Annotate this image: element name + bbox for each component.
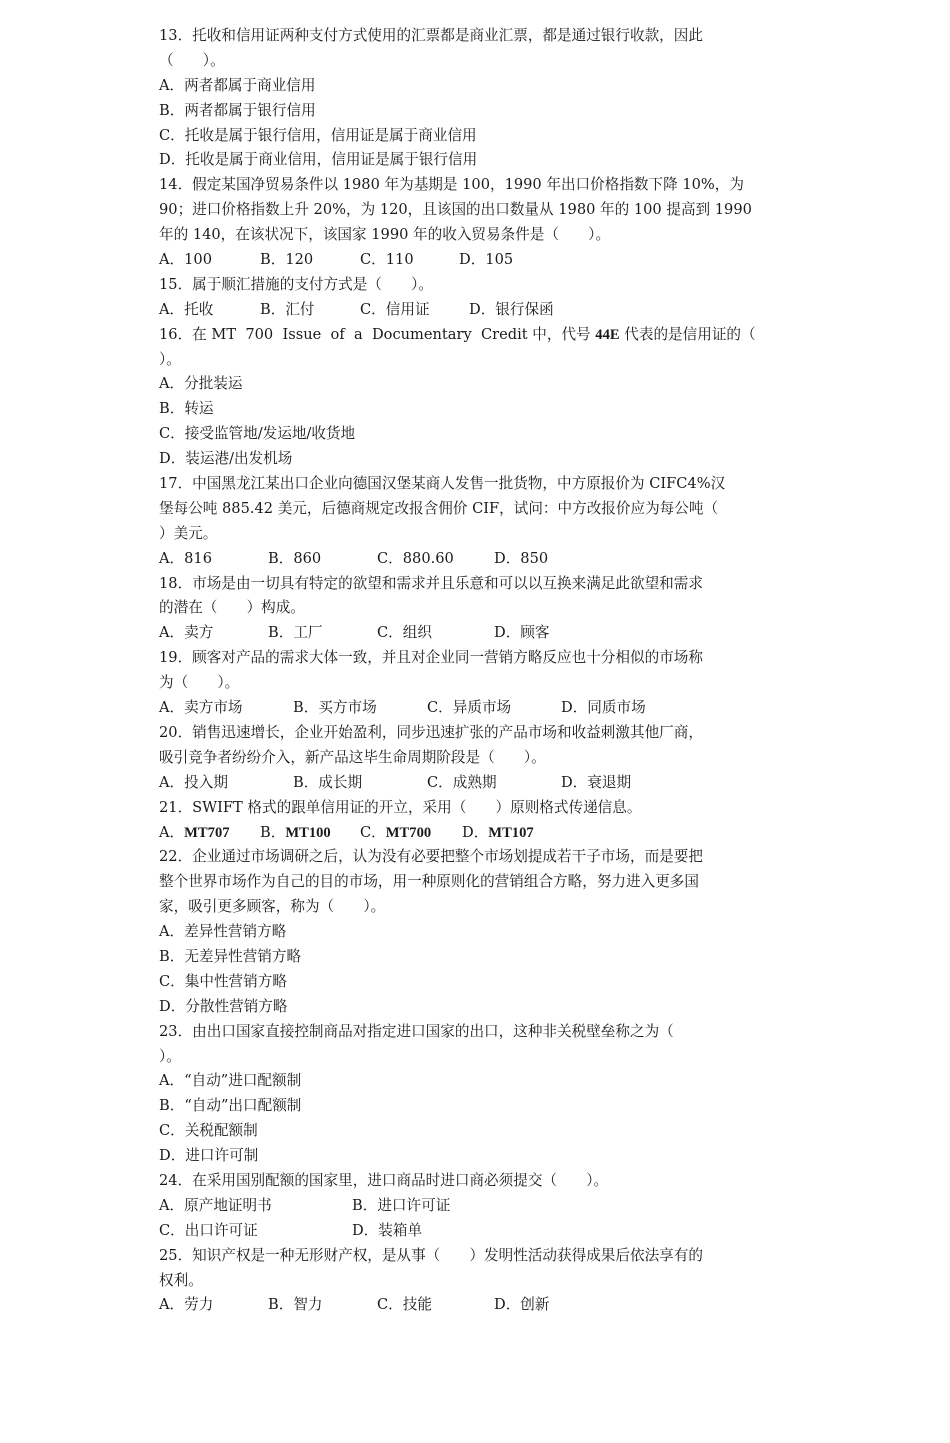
options-row [159,621,795,646]
question-13 [159,24,795,173]
option-d: D．进口许可制 [159,1147,259,1165]
question-text: 23．由出口国家直接控制商品对指定进口国家的出口，这种非关税壁垒称之为（ [159,1022,674,1040]
option-d: D．同质市场 [561,699,646,717]
option-b: B．120 [260,251,314,269]
question-text-part: 16．在 MT 700 Issue of a Documentary Credit 中，代号 [159,325,596,343]
question-text: 吸引竞争者纷纷介入，新产品这毕生命周期阶段是（ ）。 [159,748,546,766]
option-letter: D． [462,823,489,841]
option-b [260,821,331,846]
option-d: D．顾客 [494,624,550,642]
option-b: B．无差异性营销方略 [159,947,302,965]
option-code: MT100 [285,824,331,841]
option-a: A．投入期 [159,773,228,791]
option-a: A．分批装运 [159,375,243,393]
question-text: 17．中国黑龙江某出口企业向德国汉堡某商人发售一批货物，中方原报价为 CIFC4%汉 [159,475,726,493]
options-row [159,248,795,273]
option-d [462,821,534,846]
question-text: 为（ ）。 [159,674,240,692]
question-text: 25．知识产权是一种无形财产权，是从事（ ）发明性活动获得成果后依法享有的 [159,1246,703,1264]
option-c: C．组织 [377,624,432,642]
option-c: C．集中性营销方略 [159,972,287,990]
option-a: A．卖方市场 [159,699,243,717]
option-b: B．进口许可证 [352,1196,451,1214]
question-text: 21．SWIFT 格式的跟单信用证的开立，采用（ ）原则格式传递信息。 [159,798,642,816]
question-text: 18．市场是由一切具有特定的欲望和需求并且乐意和可以以互换来满足此欲望和需求 [159,574,703,592]
option-b: B．工厂 [268,624,323,642]
option-a: A．“自动”进口配额制 [159,1072,302,1090]
question-text: 整个世界市场作为自己的目的市场，用一种原则化的营销组合方略，努力进入更多国 [159,873,699,891]
option-d: D．装运港/出发机场 [159,450,293,468]
question-23 [159,1020,795,1169]
question-20 [159,721,795,796]
option-c: C．110 [360,251,414,269]
question-text: （ ）。 [159,51,225,69]
question-22 [159,845,795,1019]
option-c: C．托收是属于银行信用，信用证是属于商业信用 [159,126,477,144]
options-row [159,696,795,721]
option-a: A．816 [159,549,212,567]
option-a: A．卖方 [159,624,214,642]
options-row [159,298,795,323]
question-text: 堡每公吨 885.42 美元，后德商规定改报含佣价 CIF，试问：中方改报价应为每公吨（ [159,499,719,517]
question-19 [159,646,795,721]
option-a: A．两者都属于商业信用 [159,76,316,94]
option-c: C．异质市场 [427,699,512,717]
option-c: C．出口许可证 [159,1221,258,1239]
option-c: C．接受监管地/发运地/收货地 [159,425,356,443]
option-a: A．劳力 [159,1296,214,1314]
option-b: B．转运 [159,400,214,418]
options-row [159,1293,795,1318]
option-code: MT707 [184,824,230,841]
option-c: C．关税配额制 [159,1122,258,1140]
option-b: B．860 [268,549,322,567]
option-d: D．105 [459,251,514,269]
option-c: C．信用证 [360,300,430,318]
option-letter: C． [360,823,386,841]
option-d: D．银行保函 [469,300,554,318]
option-b: B．两者都属于银行信用 [159,101,316,119]
question-18 [159,572,795,647]
question-14 [159,173,795,273]
question-text: ）。 [159,350,181,368]
option-d: D．分散性营销方略 [159,997,288,1015]
options-row [159,771,795,796]
question-text: ）。 [159,1047,181,1065]
question-16 [159,323,795,472]
option-b: B．买方市场 [293,699,377,717]
question-24 [159,1169,795,1244]
option-d: D．创新 [494,1296,550,1314]
question-15 [159,273,795,323]
field-code-44e: 44E [595,326,620,343]
option-c: C．成熟期 [427,773,497,791]
question-text: 15．属于顺汇措施的支付方式是（ ）。 [159,275,433,293]
option-c [360,821,431,846]
question-text: 90；进口价格指数上升 20%，为 120，且该国的出口数量从 1980 年的 100 提高到 1990 [159,201,752,219]
option-a: A．托收 [159,300,214,318]
option-b: B．成长期 [293,773,363,791]
question-text: 年的 140，在该状况下，该国家 1990 年的收入贸易条件是（ ）。 [159,226,611,244]
question-text: 24．在采用国别配额的国家里，进口商品时进口商必须提交（ ）。 [159,1171,609,1189]
option-code: MT107 [488,824,534,841]
option-a [159,821,230,846]
option-a: A．差异性营销方略 [159,923,287,941]
question-text-part: 代表的是信用证的（ [619,325,756,343]
option-d: D．衰退期 [561,773,632,791]
option-letter: A． [159,823,185,841]
question-text: 22．企业通过市场调研之后，认为没有必要把整个市场划提成若干子市场，而是要把 [159,848,703,866]
question-text: 19．顾客对产品的需求大体一致，并且对企业同一营销方略反应也十分相似的市场称 [159,649,703,667]
option-a: A．100 [159,251,212,269]
question-text: 20．销售迅速增长，企业开始盈利，同步迅速扩张的产品市场和收益刺激其他厂商， [159,723,703,741]
options-row [159,1219,795,1244]
options-row [159,1194,795,1219]
question-25 [159,1244,795,1319]
option-letter: B． [260,823,286,841]
option-code: MT700 [385,824,432,841]
option-b: B．智力 [268,1296,323,1314]
option-d: D．850 [494,549,549,567]
question-17 [159,472,795,572]
option-b: B．汇付 [260,300,315,318]
question-text: 权利。 [159,1271,203,1289]
question-text: 的潜在（ ）构成。 [159,599,305,617]
option-c: C．技能 [377,1296,432,1314]
question-text: 14．假定某国净贸易条件以 1980 年为基期是 100，1990 年出口价格指数下降 10%，为 [159,176,744,194]
option-c: C．880.60 [377,549,454,567]
question-text: 13．托收和信用证两种支付方式使用的汇票都是商业汇票，都是通过银行收款，因此 [159,27,703,44]
question-text: ）美元。 [159,524,218,542]
question-21 [159,796,795,846]
options-row [159,821,795,846]
option-d: D．托收是属于商业信用，信用证是属于银行信用 [159,151,478,169]
option-a: A．原产地证明书 [159,1196,272,1214]
options-row [159,547,795,572]
option-b: B．“自动”出口配额制 [159,1097,302,1115]
question-text [159,323,795,348]
question-text: 家，吸引更多顾客，称为（ ）。 [159,898,386,916]
document-page [159,24,795,1318]
option-d: D．装箱单 [352,1221,423,1239]
